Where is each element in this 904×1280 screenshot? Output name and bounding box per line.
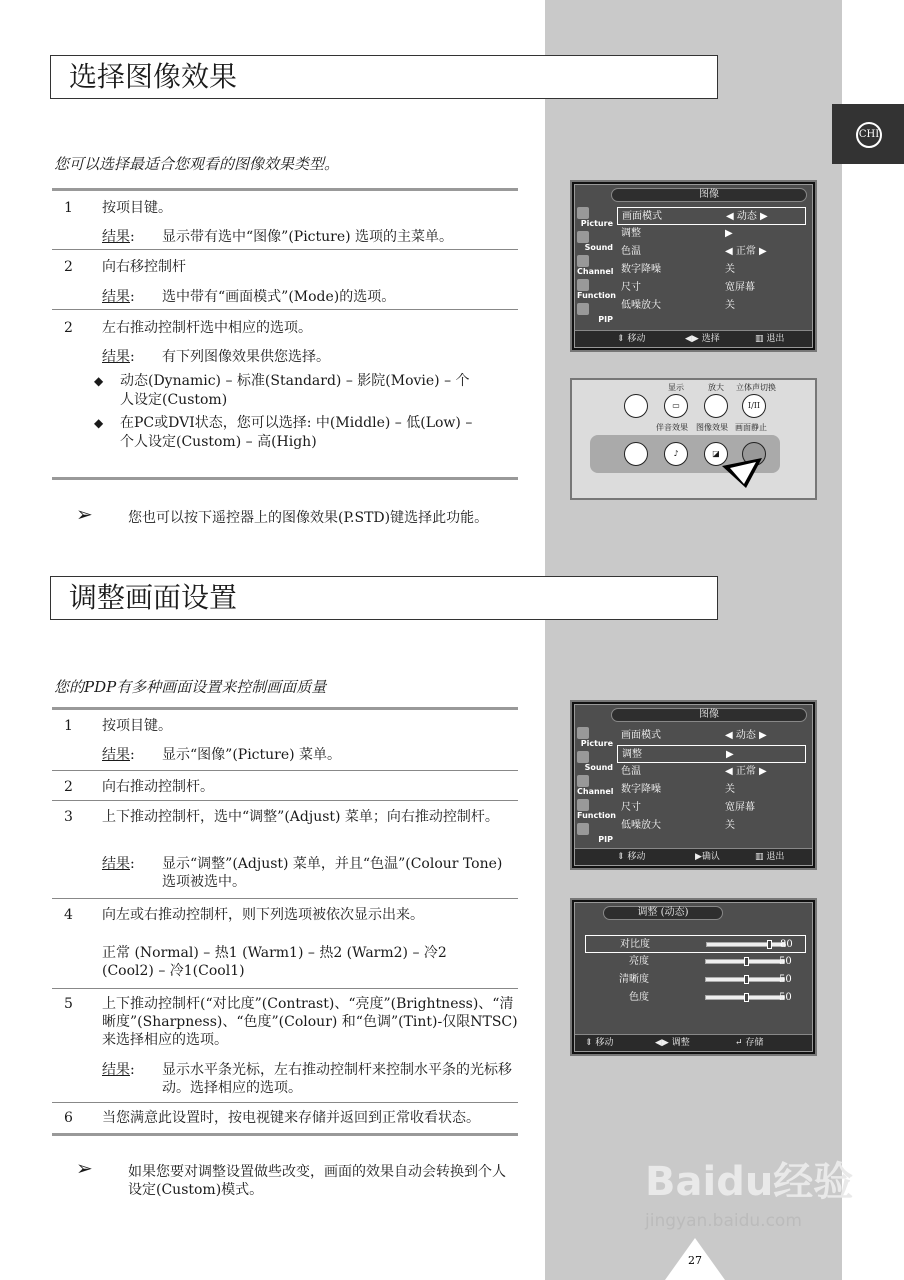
result-key: 结果 (102, 229, 130, 245)
bullet-text: 动态(Dynamic) – 标准(Standard) – 影院(Movie) – 个人设定(Custom) (120, 373, 470, 408)
osd-row: 色度 50 (629, 992, 792, 1003)
result-key: 结果 (102, 289, 130, 305)
osd-row: 色温 ◀ 正常 ▶ (621, 246, 767, 257)
result-key: 结果 (102, 747, 130, 763)
osd-picture-menu (570, 180, 817, 352)
osd-row: 调整 ▶ (621, 228, 733, 239)
step-text: 左右推动控制杆选中相应的选项。 (102, 320, 312, 336)
tab-function: Function (577, 799, 615, 823)
osd-title: 图像 (611, 708, 807, 722)
tab-picture: Picture (577, 207, 615, 231)
osd-row: 尺寸 宽屏幕 (621, 802, 755, 813)
language-tab-label: CHI (856, 122, 882, 148)
step-text: 上下推动控制杆(“对比度”(Contrast)、“亮度”(Brightness)、“清晰度”(Sharpness)、“色度”(Colour) 和“色调”(Tint)-仅限NTSC)来选择相应的选项。 (102, 996, 518, 1048)
sound-effect-button: ♪ (664, 442, 688, 466)
diamond-icon: ◆ (94, 374, 104, 388)
stereo-button: I/II (742, 394, 766, 418)
page-number-tab (665, 1238, 725, 1280)
divider (52, 188, 518, 191)
label-picture-effect: 图像效果 (696, 423, 728, 432)
result-text: 显示“调整”(Adjust) 菜单，并且“色温”(Colour Tone)选项被选中。 (162, 856, 503, 890)
divider (52, 988, 518, 989)
osd-row: 低噪放大 关 (621, 820, 735, 831)
label-still: 画面静止 (735, 423, 767, 432)
step-number: 3 (64, 809, 73, 825)
bullet-item (94, 372, 480, 410)
step-number: 5 (64, 996, 73, 1012)
remote-button (624, 442, 648, 466)
step-number: 4 (64, 907, 73, 923)
osd-row: 低噪放大 关 (621, 300, 735, 311)
step-text: 向右移控制杆 (102, 259, 186, 275)
divider (52, 707, 518, 710)
step-number: 1 (64, 718, 73, 734)
osd-row: 尺寸 宽屏幕 (621, 282, 755, 293)
divider (52, 1133, 518, 1136)
result-key: 结果 (102, 856, 130, 872)
tab-function: Function (577, 279, 615, 303)
result-text: 显示“图像”(Picture) 菜单。 (162, 747, 342, 763)
result-text: 选中带有“画面模式”(Mode)的选项。 (162, 289, 396, 305)
color-tone-sequence: 正常 (Normal) – 热1 (Warm1) – 热2 (Warm2) – 冷2 (Cool2) – 冷1(Cool1) (102, 945, 447, 979)
osd-adjust-menu (570, 898, 817, 1056)
osd-row: 对比度 80 (585, 935, 806, 953)
note-text: 如果您要对调整设置做些改变，画面的效果自动会转换到个人设定(Custom)模式。 (128, 1164, 506, 1198)
osd-footer: ⇕ 移动 ◀▶ 选择 ▥ 退出 (575, 330, 812, 347)
label-stereo: 立体声切换 (736, 383, 776, 392)
divider (52, 800, 518, 801)
result-text: 有下列图像效果供您选择。 (162, 349, 330, 365)
label-sound-effect: 伴音效果 (656, 423, 688, 432)
divider (52, 1102, 518, 1103)
osd-row: 色温 ◀ 正常 ▶ (621, 766, 767, 777)
osd-row: 调整 ▶ (617, 745, 806, 763)
watermark-url: jingyan.baidu.com (645, 1211, 802, 1231)
label-zoom: 放大 (708, 383, 724, 392)
tab-picture: Picture (577, 727, 615, 751)
section2-intro: 您的PDP有多种画面设置来控制画面质量 (54, 678, 327, 696)
osd-row: 清晰度 50 (619, 974, 792, 985)
divider (52, 770, 518, 771)
step-text: 向左或右推动控制杆，则下列选项被依次显示出来。 (102, 907, 424, 923)
picture-effect-button: ◪ (704, 442, 728, 466)
section2-title: 调整画面设置 (50, 576, 718, 620)
step-number: 2 (64, 779, 73, 795)
osd-footer: ⇕ 移动 ◀▶ 调整 ↵ 存储 (575, 1034, 812, 1051)
page-number: 27 (688, 1254, 702, 1267)
result-key: 结果 (102, 349, 130, 365)
osd-adjust-selected (570, 700, 817, 870)
osd-tabs (577, 207, 615, 329)
osd-tabs (577, 727, 615, 847)
osd-title: 图像 (611, 188, 807, 202)
step-text: 按项目键。 (102, 718, 172, 734)
diamond-icon: ◆ (94, 416, 104, 430)
osd-title: 调整 (动态) (603, 906, 723, 920)
bullet-item (94, 414, 480, 452)
tab-pip: PIP (577, 823, 615, 847)
remote-button (624, 394, 648, 418)
arrow-icon: ➢ (76, 1156, 93, 1180)
osd-footer: ⇕ 移动 ▶确认 ▥ 退出 (575, 848, 812, 865)
osd-menu (585, 935, 806, 1007)
result-text: 显示水平条光标，左右推动控制杆来控制水平条的光标移动。选择相应的选项。 (162, 1062, 512, 1096)
watermark (645, 1150, 853, 1231)
language-tab (832, 104, 904, 164)
arrow-icon: ➢ (76, 502, 93, 526)
divider (52, 309, 518, 310)
note-text: 您也可以按下遥控器上的图像效果(P.STD)键选择此功能。 (128, 510, 489, 526)
display-button: ▭ (664, 394, 688, 418)
osd-row: 数字降噪 关 (621, 264, 735, 275)
step-number: 6 (64, 1110, 73, 1126)
zoom-button (704, 394, 728, 418)
step-number: 2 (64, 259, 73, 275)
tab-channel: Channel (577, 255, 615, 279)
tab-pip: PIP (577, 303, 615, 327)
step-text: 上下推动控制杆，选中“调整”(Adjust) 菜单；向右推动控制杆。 (102, 809, 499, 825)
pointer-arrow-icon (722, 458, 772, 498)
divider (52, 477, 518, 480)
bullet-text: 在PC或DVI状态，您可以选择: 中(Middle) – 低(Low) – 个人设定(Custom) – 高(High) (120, 415, 473, 450)
osd-row: 亮度 50 (629, 956, 792, 967)
divider (52, 249, 518, 250)
osd-row: 画面模式 ◀ 动态 ▶ (621, 730, 767, 741)
section1-title: 选择图像效果 (50, 55, 718, 99)
tab-channel: Channel (577, 775, 615, 799)
step-text: 按项目键。 (102, 200, 172, 216)
result-key: 结果 (102, 1062, 130, 1078)
osd-menu (617, 207, 806, 315)
osd-menu (617, 727, 806, 835)
step-text: 向右推动控制杆。 (102, 779, 214, 795)
section1-intro: 您可以选择最适合您观看的图像效果类型。 (54, 155, 340, 173)
label-display: 显示 (668, 383, 684, 392)
remote-control (570, 378, 817, 500)
osd-row: 数字降噪 关 (621, 784, 735, 795)
result-text: 显示带有选中“图像”(Picture) 选项的主菜单。 (162, 229, 454, 245)
osd-row: 画面模式 ◀ 动态 ▶ (617, 207, 806, 225)
step-number: 1 (64, 200, 73, 216)
watermark-brand: Baidu经验 (645, 1159, 854, 1205)
step-number: 2 (64, 320, 73, 336)
tab-sound: Sound (577, 231, 615, 255)
tab-sound: Sound (577, 751, 615, 775)
divider (52, 898, 518, 899)
step-text: 当您满意此设置时，按电视键来存储并返回到正常收看状态。 (102, 1110, 480, 1126)
